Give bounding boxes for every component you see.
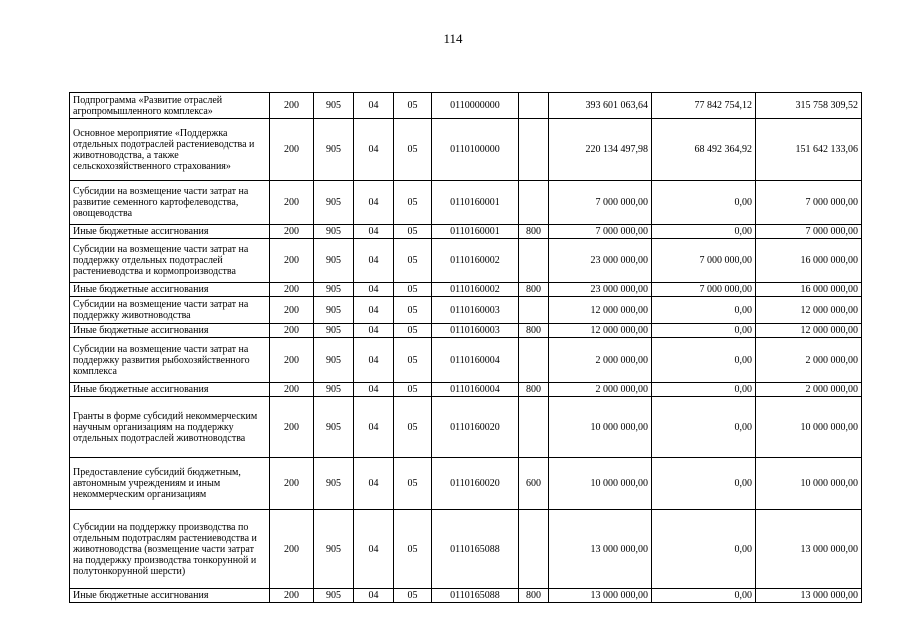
row-name-cell: Субсидии на возмещение части затрат на поддержку отдельных подотраслей растениеводства и кормопроизводства [70,239,270,283]
amount-cell-1: 12 000 000,00 [549,324,652,338]
col-subsection-cell: 05 [394,458,432,510]
col-ministry-cell: 905 [314,225,354,239]
row-name-cell: Иные бюджетные ассигнования [70,383,270,397]
amount-cell-1: 2 000 000,00 [549,383,652,397]
col-code-cell: 200 [270,239,314,283]
col-target-article-cell: 0110160001 [432,225,519,239]
amount-cell-2: 0,00 [652,225,756,239]
col-subsection-cell: 05 [394,283,432,297]
col-target-article-cell: 0110160001 [432,181,519,225]
amount-cell-2: 7 000 000,00 [652,283,756,297]
amount-cell-1: 10 000 000,00 [549,397,652,458]
amount-cell-3: 7 000 000,00 [756,181,862,225]
amount-cell-3: 151 642 133,06 [756,119,862,181]
col-target-article-cell: 0110165088 [432,510,519,589]
amount-cell-1: 23 000 000,00 [549,239,652,283]
table-row [70,458,862,510]
col-target-article-cell: 0110100000 [432,119,519,181]
table-row [70,283,862,297]
col-ministry-cell: 905 [314,338,354,383]
amount-cell-3: 315 758 309,52 [756,93,862,119]
col-subsection-cell: 05 [394,338,432,383]
col-ministry-cell: 905 [314,283,354,297]
col-section-cell: 04 [354,397,394,458]
col-code-cell: 200 [270,93,314,119]
col-code-cell: 200 [270,338,314,383]
amount-cell-2: 68 492 364,92 [652,119,756,181]
col-expense-type-cell [519,510,549,589]
col-subsection-cell: 05 [394,93,432,119]
amount-cell-1: 12 000 000,00 [549,297,652,324]
table-row [70,383,862,397]
amount-cell-3: 12 000 000,00 [756,324,862,338]
col-code-cell: 200 [270,119,314,181]
col-section-cell: 04 [354,324,394,338]
col-ministry-cell: 905 [314,93,354,119]
amount-cell-3: 13 000 000,00 [756,589,862,603]
col-expense-type-cell: 800 [519,589,549,603]
col-expense-type-cell: 800 [519,283,549,297]
table-row [70,589,862,603]
col-code-cell: 200 [270,589,314,603]
col-subsection-cell: 05 [394,181,432,225]
col-ministry-cell: 905 [314,239,354,283]
col-expense-type-cell [519,297,549,324]
amount-cell-2: 77 842 754,12 [652,93,756,119]
col-section-cell: 04 [354,283,394,297]
row-name-cell: Субсидии на возмещение части затрат на поддержку животноводства [70,297,270,324]
amount-cell-2: 7 000 000,00 [652,239,756,283]
table-row [70,324,862,338]
col-code-cell: 200 [270,181,314,225]
col-section-cell: 04 [354,239,394,283]
col-expense-type-cell [519,239,549,283]
col-target-article-cell: 0110160020 [432,458,519,510]
amount-cell-3: 2 000 000,00 [756,383,862,397]
amount-cell-3: 10 000 000,00 [756,458,862,510]
col-section-cell: 04 [354,589,394,603]
col-target-article-cell: 0110160002 [432,283,519,297]
col-section-cell: 04 [354,119,394,181]
row-name-cell: Субсидии на возмещение части затрат на развитие семенного картофелеводства, овощеводства [70,181,270,225]
col-section-cell: 04 [354,181,394,225]
col-expense-type-cell [519,338,549,383]
col-code-cell: 200 [270,383,314,397]
col-subsection-cell: 05 [394,239,432,283]
row-name-cell: Субсидии на возмещение части затрат на поддержку развития рыбохозяйственного комплекса [70,338,270,383]
col-code-cell: 200 [270,324,314,338]
table-row [70,297,862,324]
col-expense-type-cell: 800 [519,383,549,397]
col-section-cell: 04 [354,338,394,383]
col-expense-type-cell [519,119,549,181]
row-name-cell: Подпрограмма «Развитие отраслей агропромышленного комплекса» [70,93,270,119]
col-ministry-cell: 905 [314,297,354,324]
amount-cell-1: 220 134 497,98 [549,119,652,181]
amount-cell-2: 0,00 [652,383,756,397]
amount-cell-3: 16 000 000,00 [756,239,862,283]
table-row [70,397,862,458]
col-expense-type-cell: 800 [519,225,549,239]
row-name-cell: Гранты в форме субсидий некоммерческим научным организациям на поддержку отдельных подотраслей животноводства [70,397,270,458]
table-row [70,93,862,119]
col-target-article-cell: 0110165088 [432,589,519,603]
col-code-cell: 200 [270,297,314,324]
col-subsection-cell: 05 [394,225,432,239]
table-row [70,225,862,239]
table-row [70,510,862,589]
col-section-cell: 04 [354,510,394,589]
col-subsection-cell: 05 [394,510,432,589]
table-row [70,181,862,225]
table-row [70,239,862,283]
col-section-cell: 04 [354,225,394,239]
amount-cell-2: 0,00 [652,397,756,458]
row-name-cell: Субсидии на поддержку производства по отдельным подотраслям растениеводства и животноводства (возмещение части затрат на поддержку производства тонкорунной и полутонкорунной шерсти) [70,510,270,589]
amount-cell-1: 2 000 000,00 [549,338,652,383]
budget-table [69,92,862,603]
amount-cell-3: 7 000 000,00 [756,225,862,239]
row-name-cell: Предоставление субсидий бюджетным, автономным учреждениям и иным некоммерческим организациям [70,458,270,510]
col-section-cell: 04 [354,458,394,510]
col-expense-type-cell [519,93,549,119]
col-expense-type-cell [519,397,549,458]
col-ministry-cell: 905 [314,324,354,338]
col-section-cell: 04 [354,297,394,324]
col-code-cell: 200 [270,283,314,297]
col-target-article-cell: 0110160002 [432,239,519,283]
col-subsection-cell: 05 [394,297,432,324]
row-name-cell: Иные бюджетные ассигнования [70,225,270,239]
col-subsection-cell: 05 [394,119,432,181]
amount-cell-2: 0,00 [652,458,756,510]
amount-cell-1: 13 000 000,00 [549,589,652,603]
row-name-cell: Иные бюджетные ассигнования [70,589,270,603]
amount-cell-2: 0,00 [652,589,756,603]
col-ministry-cell: 905 [314,181,354,225]
table-row [70,338,862,383]
col-target-article-cell: 0110160020 [432,397,519,458]
col-code-cell: 200 [270,225,314,239]
col-expense-type-cell [519,181,549,225]
col-ministry-cell: 905 [314,458,354,510]
amount-cell-3: 2 000 000,00 [756,338,862,383]
row-name-cell: Основное мероприятие «Поддержка отдельных подотраслей растениеводства и животноводства, а также сельскохозяйственного страхования» [70,119,270,181]
col-target-article-cell: 0110000000 [432,93,519,119]
col-code-cell: 200 [270,458,314,510]
amount-cell-2: 0,00 [652,297,756,324]
amount-cell-1: 13 000 000,00 [549,510,652,589]
col-code-cell: 200 [270,397,314,458]
page-number: 114 [443,31,463,46]
col-expense-type-cell: 800 [519,324,549,338]
amount-cell-1: 393 601 063,64 [549,93,652,119]
amount-cell-2: 0,00 [652,510,756,589]
amount-cell-2: 0,00 [652,324,756,338]
amount-cell-3: 10 000 000,00 [756,397,862,458]
amount-cell-1: 7 000 000,00 [549,225,652,239]
row-name-cell: Иные бюджетные ассигнования [70,283,270,297]
row-name-cell: Иные бюджетные ассигнования [70,324,270,338]
amount-cell-2: 0,00 [652,338,756,383]
table-row [70,119,862,181]
amount-cell-3: 13 000 000,00 [756,510,862,589]
col-code-cell: 200 [270,510,314,589]
col-section-cell: 04 [354,93,394,119]
col-subsection-cell: 05 [394,589,432,603]
col-ministry-cell: 905 [314,119,354,181]
amount-cell-1: 23 000 000,00 [549,283,652,297]
amount-cell-3: 16 000 000,00 [756,283,862,297]
col-ministry-cell: 905 [314,383,354,397]
amount-cell-1: 10 000 000,00 [549,458,652,510]
col-ministry-cell: 905 [314,589,354,603]
table-body [70,93,862,603]
col-target-article-cell: 0110160004 [432,338,519,383]
col-target-article-cell: 0110160003 [432,324,519,338]
col-target-article-cell: 0110160004 [432,383,519,397]
col-expense-type-cell: 600 [519,458,549,510]
col-ministry-cell: 905 [314,510,354,589]
col-subsection-cell: 05 [394,383,432,397]
col-target-article-cell: 0110160003 [432,297,519,324]
col-subsection-cell: 05 [394,397,432,458]
col-section-cell: 04 [354,383,394,397]
amount-cell-2: 0,00 [652,181,756,225]
col-ministry-cell: 905 [314,397,354,458]
col-subsection-cell: 05 [394,324,432,338]
amount-cell-3: 12 000 000,00 [756,297,862,324]
amount-cell-1: 7 000 000,00 [549,181,652,225]
